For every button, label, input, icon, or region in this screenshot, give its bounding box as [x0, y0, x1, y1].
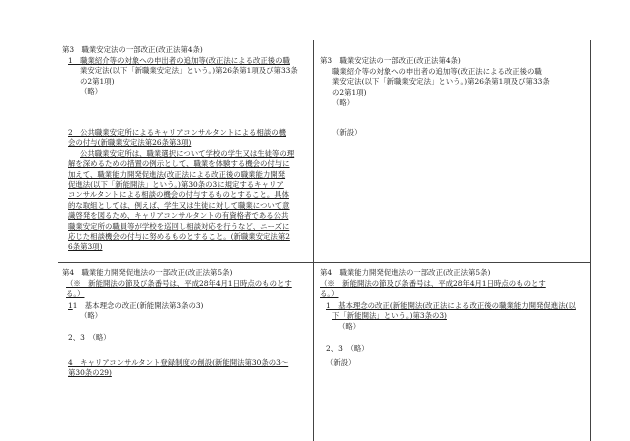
- right-item-1-line: 下「新能開法」という。)第3条の3): [332, 311, 447, 321]
- right-section-4-item-1: [326, 301, 576, 332]
- left-item-2-body-line: 加えて、職業能力開発促進法(改正法による改正後の職業能力開発: [68, 169, 286, 179]
- left-section-3-heading: 第3 職業安定法の一部改正(改正法第4条): [62, 45, 203, 54]
- omission-mark: （略）: [80, 311, 103, 321]
- right-item-1-line: 1 基本理念の改正(新能開法(改正法による改正後の職業能力開発促進法(以: [326, 301, 576, 310]
- right-section-4-new: （新設）: [326, 358, 356, 367]
- left-item-2-body-line: 的な取組としては、例えば、学生又は生徒に対して職業について意: [68, 200, 290, 210]
- left-section-4-heading: 第4 職業能力開発促進法の一部改正(改正法第5条): [62, 268, 233, 277]
- right-section-4-items-2-3: 2、3 （略）: [326, 344, 369, 353]
- left-item-1-line: 1 職業紹介等の対象への申出者の追加等(改正法による改正後の職: [68, 56, 290, 65]
- right-section-3-heading: 第3 職業安定法の一部改正(改正法第4条): [320, 56, 461, 65]
- left-section-4-items-2-3: 2、3 （略）: [68, 333, 111, 342]
- left-item-1-line: 業安定法(以下「新職業安定法」という。)第26条第1項及び第33条: [80, 66, 298, 76]
- row-divider: [58, 262, 590, 263]
- left-item-2-title-line: 会の付与(新職業安定法第26条第3項): [68, 138, 192, 148]
- left-section-3-item-1: [68, 56, 298, 98]
- left-section-3-item-2: [68, 128, 294, 253]
- left-item-2-body-line: 解を深めるための措置の例示として、職業を体験する機会の付与に: [68, 159, 290, 169]
- left-section-4-note: （※ 新能開法の節及び条番号は、平成28年4月1日時点のものとす る。）: [66, 279, 292, 299]
- left-item-2-body-line: 促進法(以下「新能開法」という。)第30条の3に規定するキャリア: [68, 180, 284, 190]
- left-item-2-body-line: 公共職業安定所は、職業選択について学校の学生又は生徒等の理: [80, 148, 295, 158]
- left-item-1-line: の2第1項): [80, 76, 115, 86]
- left-item-2-body-line: 6条第3項): [68, 242, 103, 252]
- left-item-2-body-line: 識啓発を図るため、キャリアコンサルタントの有資格者である公共: [68, 211, 289, 221]
- left-item-2-body-line: 応じた相談機会の付与に努めるものとすること。(新職業安定法第2: [68, 232, 290, 242]
- right-section-4-heading: 第4 職業能力開発促進法の一部改正(改正法第5条): [320, 268, 491, 277]
- table-right-border: [590, 40, 591, 441]
- left-item-2-body-line: コンサルタントによる相談の機会の付与するものとすること。具体: [68, 190, 290, 200]
- left-section-4-item-4: 4 キャリアコンサルタント登録制度の創設(新能開法第30条の3〜 第30条の29): [68, 358, 289, 378]
- omission-mark: （略）: [80, 87, 103, 97]
- right-section-3-body: 職業紹介等の対象への申出者の追加等(改正法による改正後の職 業安定法(以下「新職業安定法」という。)第26条第1項及び第33条 の2第1項) （略）: [332, 67, 550, 108]
- left-section-4-item-1: 11 基本理念の改正(新能開法第3条の3) （略）: [68, 301, 204, 321]
- column-divider: [313, 40, 314, 441]
- left-item-2-title-line: 2 公共職業安定所によるキャリアコンサルタントによる相談の機: [68, 128, 286, 137]
- right-section-3-new: （新設）: [332, 128, 362, 137]
- omission-mark: （略）: [338, 321, 361, 331]
- left-item-2-body-line: 職業安定所の職員等が学校を巡回し相談対応を行うなど、ニーズに: [68, 221, 290, 231]
- right-section-4-note: （※ 新能開法の節及び条番号は、平成28年4月1日時点のものとす る。）: [320, 279, 546, 299]
- omission-mark: （略）: [332, 98, 355, 108]
